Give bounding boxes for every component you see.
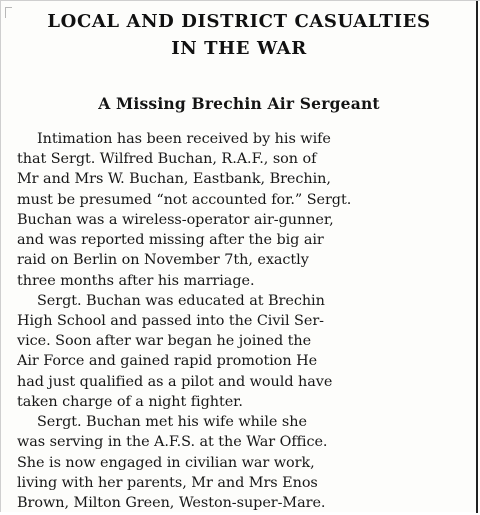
article-line: She is now engaged in civilian war work, [17,454,315,471]
article-line: Brown, Milton Green, Weston-super-Mare. [17,495,326,511]
article-line: Sergt. Buchan met his wife while she [37,414,307,431]
article-line: that Sergt. Wilfred Buchan, R.A.F., son of [17,151,317,168]
article-line: living with her parents, Mr and Mrs Enos [17,474,318,491]
article-line: Sergt. Buchan was educated at Brechin [37,292,325,309]
article-line: must be presumed “not accounted for.” Sergt. [17,191,352,208]
article-line: had just qualified as a pilot and would have [17,373,333,390]
article-subhead: A Missing Brechin Air Sergeant [98,94,380,113]
article-line: raid on Berlin on November 7th, exactly [17,252,309,269]
article-line: High School and passed into the Civil Ser- [17,313,324,329]
headline-line-2: IN THE WAR [171,38,307,59]
article-line: Mr and Mrs W. Buchan, Eastbank, Brechin, [17,171,331,188]
headline-line-1: LOCAL AND DISTRICT CASUALTIES [47,11,431,32]
article-line: and was reported missing after the big air [17,232,324,249]
article-line: was serving in the A.F.S. at the War Office. [17,434,328,451]
article-line: Air Force and gained rapid promotion He [17,353,318,370]
article-line: three months after his marriage. [17,272,255,289]
article-line: vice. Soon after war began he joined the [17,333,312,350]
article-line: taken charge of a night fighter. [17,393,243,410]
column-rule [476,1,478,513]
article-line: Intimation has been received by his wife [37,131,331,147]
article-line: Buchan was a wireless-operator air-gunner, [17,211,334,228]
